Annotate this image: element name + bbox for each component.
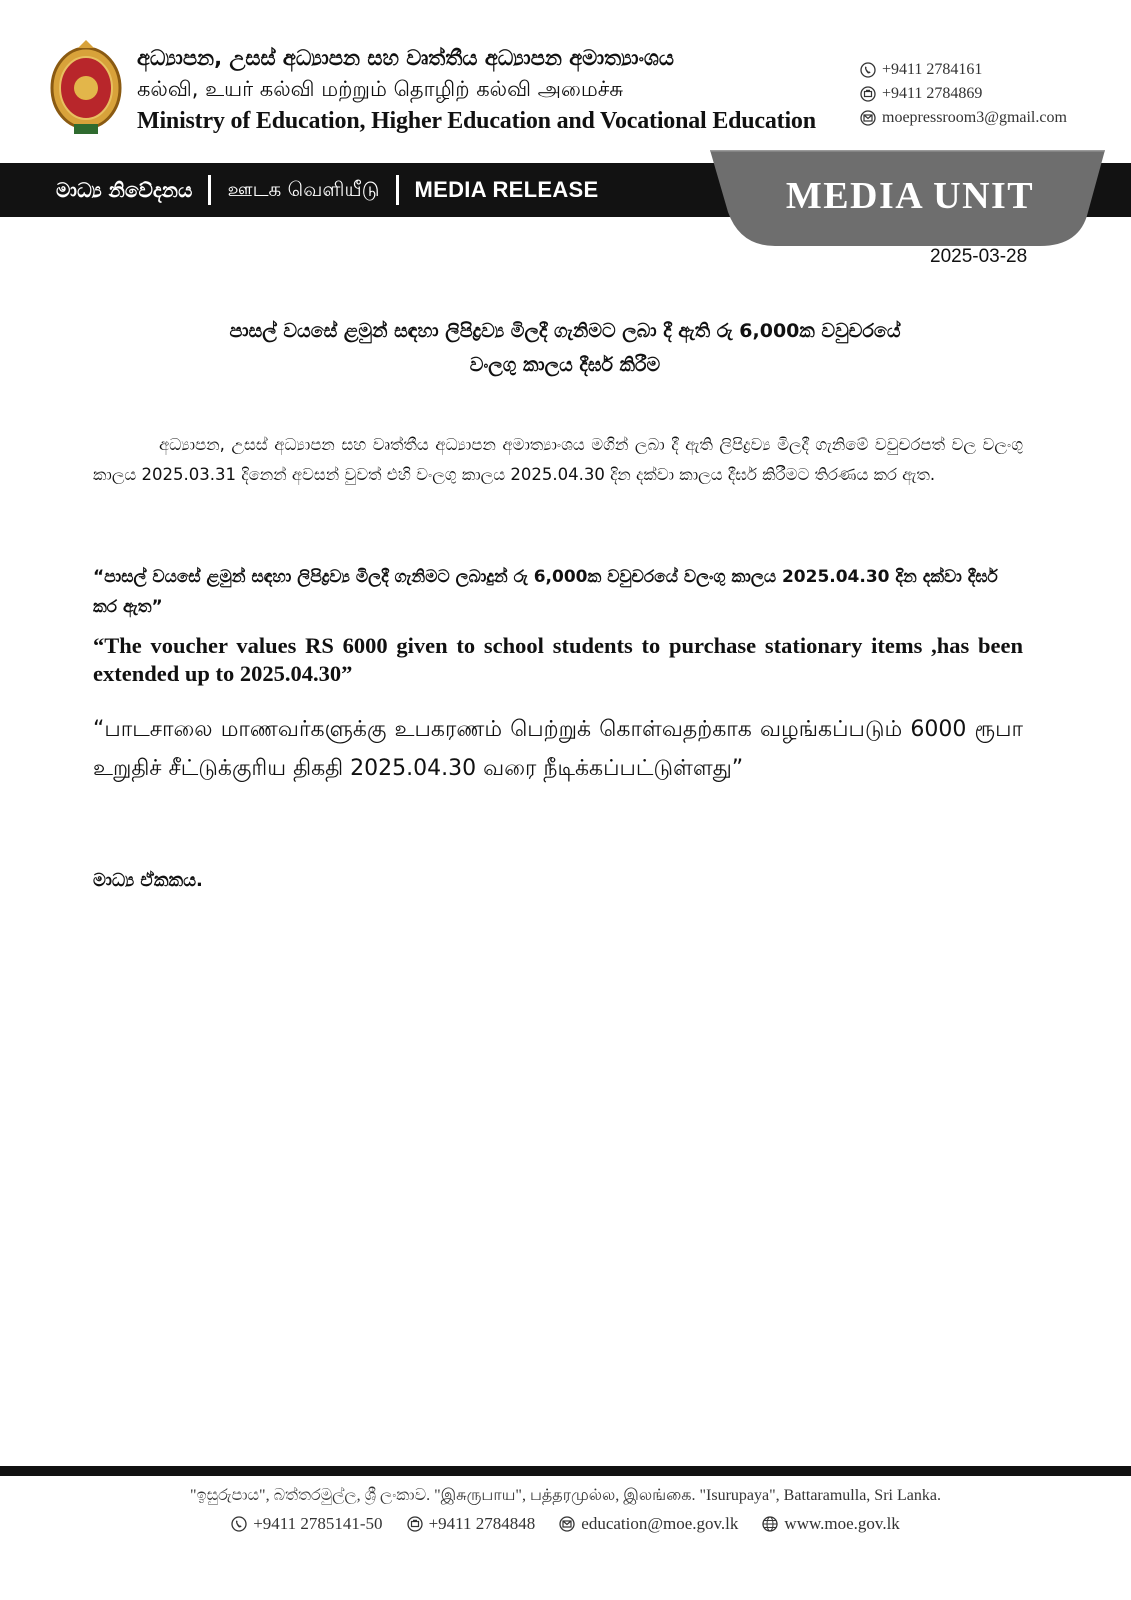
ministry-name-sinhala: අධ්‍යාපන, උසස් අධ්‍යාපන සහ වෘත්තීය අධ්‍යාපන අමාත්‍යාංශය bbox=[137, 46, 675, 70]
emblem-logo bbox=[48, 38, 124, 142]
media-release-label bbox=[56, 163, 599, 217]
quote-sinhala: “පාසල් වයසේ ළමුන් සඳහා ලිපිද්‍රව්‍ය මිලදී ගැනිමට ලබාදුන් රු 6,000ක වවුචරයේ වලංගු කාලය 2025.04.30 දින දක්වා දීර්ඝ කර ඇත” bbox=[93, 567, 998, 617]
title-line-1: පාසල් වයසේ ළමුන් සඳහා ලිපිද්‍රව්‍ය මිලදී ගැනිමට ලබා දී ඇති රු 6,000ක වවුචරයේ bbox=[229, 320, 901, 342]
email-icon bbox=[860, 110, 876, 126]
footer-email-address[interactable]: education@moe.gov.lk bbox=[581, 1514, 739, 1533]
body-paragraph: අධ්‍යාපන, උසස් අධ්‍යාපන සහ වෘත්තීය අධ්‍යාපන අමාත්‍යාංශය මගින් ලබා දී ඇති ලිපිද්‍රව්‍ය මිලදී ගැනිමේ වවුචරපත් වල වලංගු කාලය 2025.03.31 දිනෙන් අවසන් වුවත් එහි වංලගු කාලය 2025.04.30 දින දක්වා කාලය දීර්ඝ කිරීමට තිරණය කර ඇත. bbox=[93, 435, 1023, 484]
phone-icon bbox=[860, 62, 876, 78]
band-divider bbox=[396, 175, 399, 205]
header-fax bbox=[860, 82, 1067, 106]
globe-icon bbox=[762, 1516, 778, 1532]
ministry-names bbox=[137, 42, 817, 138]
header-email bbox=[860, 106, 1067, 130]
header-phone-number: +9411 2784161 bbox=[882, 61, 983, 78]
release-date: 2025-03-28 bbox=[930, 246, 1028, 267]
ministry-name-english: Ministry of Education, Higher Education and Vocational Education bbox=[137, 108, 816, 134]
footer-phone bbox=[231, 1514, 382, 1534]
quote-tamil: “பாடசாலை மாணவர்களுக்கு உபகரணம் பெற்றுக் கொள்வதற்காக வழங்கப்படும் 6000 ரூபா உறுதிச் சீட்டுக்குரிய திகதி 2025.04.30 வரை நீடிக்கப்பட்டுள்ளது” bbox=[93, 717, 1023, 781]
footer-website[interactable]: www.moe.gov.lk bbox=[784, 1514, 900, 1533]
media-release-tamil: ஊடக வெளியீடு bbox=[227, 176, 380, 201]
footer-fax-number: +9411 2784848 bbox=[428, 1514, 536, 1533]
quote-english: “The voucher values RS 6000 given to school students to purchase stationary items ,has been extended up to 2025.04.30” bbox=[93, 633, 1023, 686]
footer-fax bbox=[407, 1514, 536, 1534]
footer-address: "ඉසුරුපාය", බත්තරමුල්ල, ශ්‍රී ලංකාව. "இசுருபாய", பத்தரமுல்ல, இலங்கை. "Isurupaya", Battaramulla, Sri Lanka. bbox=[190, 1487, 941, 1504]
signature: මාධ්‍ය ඒකකය. bbox=[93, 870, 203, 891]
title-line-2: වංලගු කාලය දීර්ඝ කිරීම bbox=[469, 354, 661, 376]
footer-phone-number: +9411 2785141-50 bbox=[253, 1514, 383, 1533]
fax-icon bbox=[407, 1516, 423, 1532]
band-divider bbox=[208, 175, 211, 205]
phone-icon bbox=[231, 1516, 247, 1532]
media-release-sinhala: මාධ්‍ය නිවේදනය bbox=[56, 178, 193, 202]
fax-icon bbox=[860, 86, 876, 102]
header-phone bbox=[860, 58, 1067, 82]
footer-email[interactable] bbox=[559, 1514, 738, 1534]
media-release-english: MEDIA RELEASE bbox=[414, 177, 599, 202]
footer-web[interactable] bbox=[762, 1514, 899, 1534]
footer-divider bbox=[0, 1466, 1131, 1476]
ministry-name-tamil: கல்வி, உயர் கல்வி மற்றும் தொழிற் கல்வி அமைச்சு bbox=[137, 77, 624, 101]
email-icon bbox=[559, 1516, 575, 1532]
header-fax-number: +9411 2784869 bbox=[882, 85, 983, 102]
release-title bbox=[120, 314, 1010, 382]
footer-contacts bbox=[0, 1514, 1131, 1534]
media-unit-title: MEDIA UNIT bbox=[785, 175, 1035, 217]
header-contacts bbox=[860, 58, 1067, 130]
header-email-address: moepressroom3@gmail.com bbox=[882, 109, 1067, 126]
